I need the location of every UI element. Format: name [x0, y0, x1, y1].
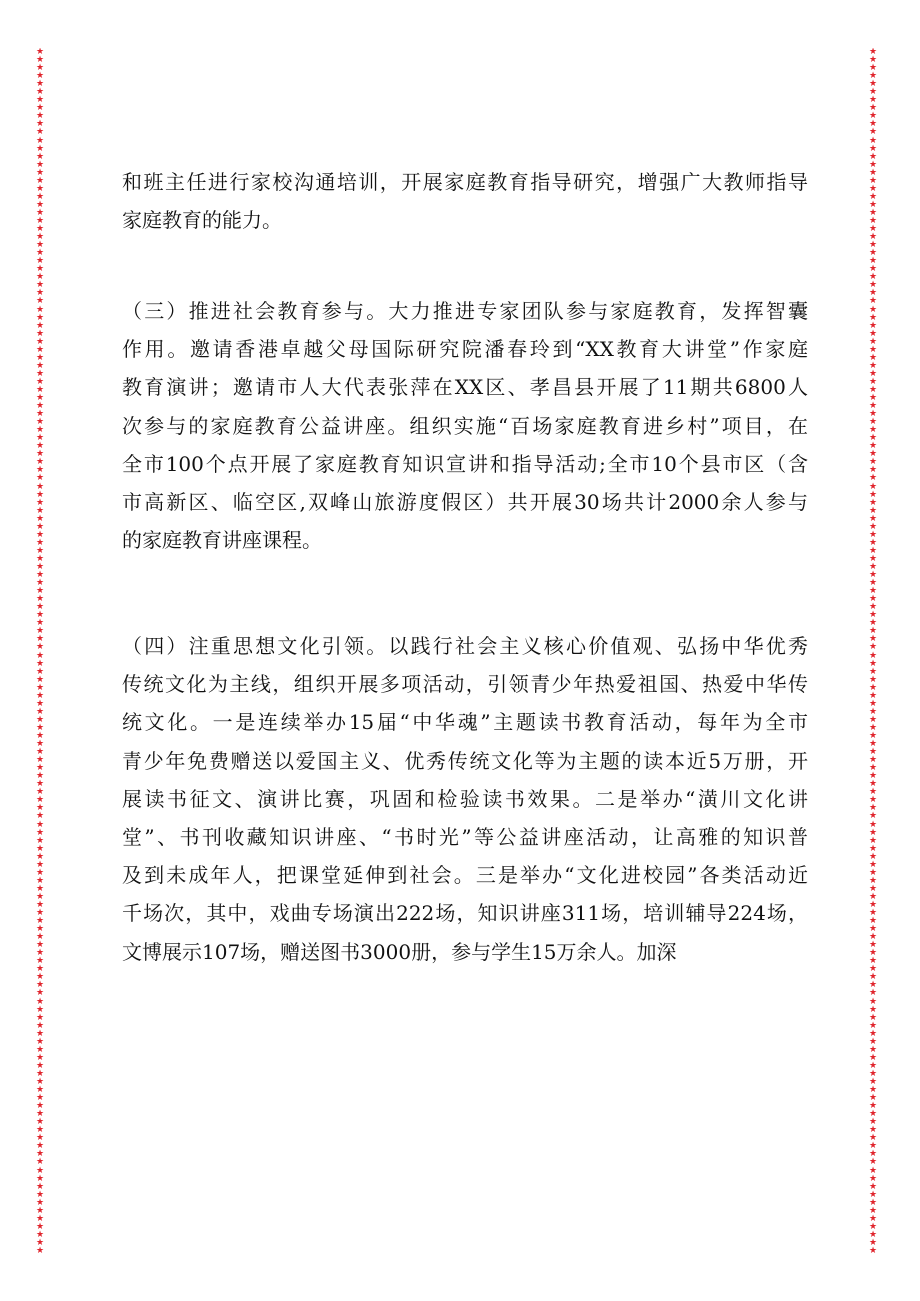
text-line: 和班主任进行家校沟通培训，开展家庭教育指导研究，增强广大教师指导 — [122, 170, 808, 194]
text-line: 作用。邀请香港卓越父母国际研究院潘春玲到“XX教育大讲堂”作家庭 — [122, 337, 808, 362]
left-star-border: ★ ★ ★ ★ ★ ★ ★ ★ ★ ★ ★ ★ ★ ★ ★ ★ ★ ★ ★ ★ ★ ★ ★ ★ ★ ★ ★ ★ ★ ★ ★ ★ ★ ★ ★ ★ ★ ★ ★ ★ ★ ★ ★ ★ ★ ★ ★ ★ ★ ★ ★ ★ ★ ★ ★ ★ ★ ★ ★ ★ ★ ★ ★ ★ ★ ★ ★ ★ ★ ★ ★ ★ ★ ★ ★ ★ ★ ★ ★ ★ ★ ★ ★ ★ ★ ★ ★ ★ ★ ★ ★ ★ ★ ★ ★ ★ ★ ★ ★ ★ ★ ★ ★ ★ ★ ★ ★ ★ ★ ★ ★ ★ ★ ★ ★ ★ ★ ★ ★ ★ ★ ★ ★ ★ ★ ★ ★ ★ ★ ★ ★ ★ ★ ★ ★ ★ ★ ★ ★ ★ ★ ★ ★ ★ ★ ★ ★ ★ ★ ★ — [35, 48, 45, 1254]
text-line: 次参与的家庭教育公益讲座。组织实施“百场家庭教育进乡村”项目，在 — [122, 413, 808, 438]
text-line: 文博展示107场，赠送图书3000册，参与学生15万余人。加深 — [122, 939, 677, 964]
paragraph-teacher-training — [122, 163, 808, 239]
right-star-border: ★ ★ ★ ★ ★ ★ ★ ★ ★ ★ ★ ★ ★ ★ ★ ★ ★ ★ ★ ★ ★ ★ ★ ★ ★ ★ ★ ★ ★ ★ ★ ★ ★ ★ ★ ★ ★ ★ ★ ★ ★ ★ ★ ★ ★ ★ ★ ★ ★ ★ ★ ★ ★ ★ ★ ★ ★ ★ ★ ★ ★ ★ ★ ★ ★ ★ ★ ★ ★ ★ ★ ★ ★ ★ ★ ★ ★ ★ ★ ★ ★ ★ ★ ★ ★ ★ ★ ★ ★ ★ ★ ★ ★ ★ ★ ★ ★ ★ ★ ★ ★ ★ ★ ★ ★ ★ ★ ★ ★ ★ ★ ★ ★ ★ ★ ★ ★ ★ ★ ★ ★ ★ ★ ★ ★ ★ ★ ★ ★ ★ ★ ★ ★ ★ ★ ★ ★ ★ ★ ★ ★ ★ ★ ★ ★ ★ ★ ★ ★ ★ — [868, 48, 878, 1254]
text-line: 及到未成年人，把课堂延伸到社会。三是举办“文化进校园”各类活动近 — [122, 863, 808, 888]
text-line: 堂”、书刊收藏知识讲座、“书时光”等公益讲座活动，让高雅的知识普 — [122, 824, 808, 849]
text-line: 统文化。一是连续举办15届“中华魂”主题读书教育活动，每年为全市 — [122, 710, 808, 735]
text-line: 全市100个点开展了家庭教育知识宣讲和指导活动;全市10个县市区（含 — [122, 451, 808, 476]
text-line: 千场次，其中，戏曲专场演出222场，知识讲座311场，培训辅导224场， — [122, 901, 808, 926]
text-line: 传统文化为主线，组织开展多项活动，引领青少年热爱祖国、热爱中华传 — [122, 672, 808, 697]
text-line: （三）推进社会教育参与。大力推进专家团队参与家庭教育，发挥智囊 — [122, 299, 808, 323]
text-line: 教育演讲；邀请市人大代表张萍在XX区、孝昌县开展了11期共6800人 — [122, 375, 808, 400]
text-line: 展读书征文、演讲比赛，巩固和检验读书效果。二是举办“潢川文化讲 — [122, 786, 808, 811]
text-line: （四）注重思想文化引领。以践行社会主义核心价值观、弘扬中华优秀 — [122, 634, 808, 658]
text-line: 青少年免费赠送以爱国主义、优秀传统文化等为主题的读本近5万册，开 — [122, 748, 808, 773]
paragraph-social-education — [122, 292, 808, 559]
text-line: 的家庭教育讲座课程。 — [122, 528, 322, 553]
paragraph-culture-guidance — [122, 627, 808, 971]
text-line: 市高新区、临空区,双峰山旅游度假区）共开展30场共计2000余人参与 — [122, 489, 808, 514]
text-line: 家庭教育的能力。 — [122, 208, 282, 233]
